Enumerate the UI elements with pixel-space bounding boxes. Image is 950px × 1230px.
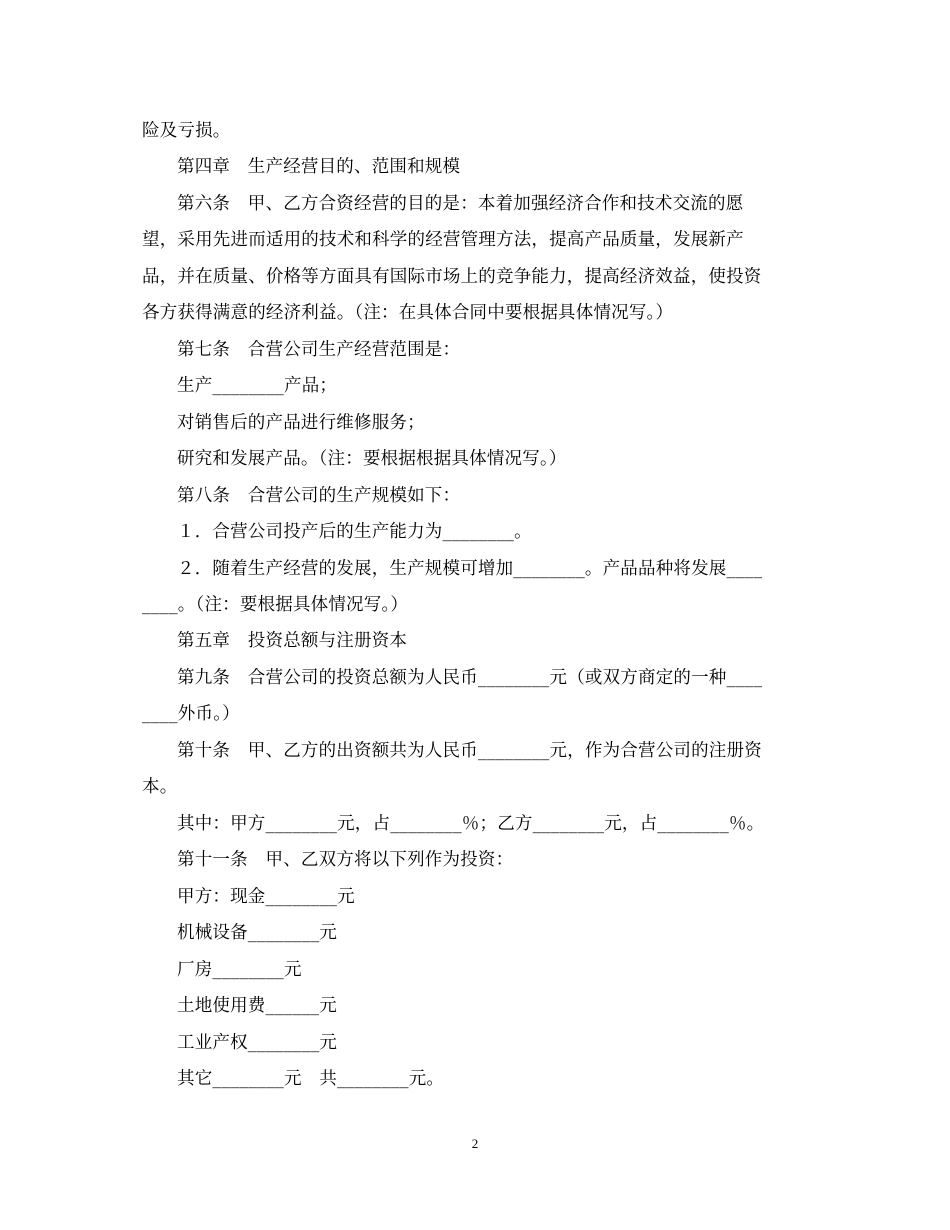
- list-item: １．合营公司投产后的生产能力为________。: [177, 522, 532, 542]
- article-line: 第十条 甲、乙方的出资额共为人民币________元，作为合营公司的注册资: [177, 741, 762, 761]
- paragraph-line: ____。（注：要根据具体情况写。）: [142, 595, 409, 615]
- list-item: 工业产权________元: [177, 1033, 338, 1053]
- page-number: 2: [471, 1136, 479, 1151]
- article-line: 第七条 合营公司生产经营范围是：: [177, 340, 461, 360]
- paragraph-line: 对销售后的产品进行维修服务；: [177, 413, 425, 433]
- paragraph-line: 各方获得满意的经济利益。（注：在具体合同中要根据具体情况写。）: [142, 303, 674, 323]
- paragraph-line: 险及亏损。: [142, 121, 231, 141]
- list-item: 土地使用费______元: [177, 996, 337, 1016]
- paragraph-line: ____外币。）: [142, 704, 240, 724]
- list-item: 其它________元 共________元。: [177, 1069, 445, 1089]
- paragraph-line: 品，并在质量、价格等方面具有国际市场上的竞争能力，提高经济效益，使投资: [142, 267, 762, 287]
- paragraph-line: 其中：甲方________元，占________％；乙方________元，占________％。: [177, 814, 765, 834]
- list-item: 机械设备________元: [177, 923, 338, 943]
- chapter-heading: 第五章 投资总额与注册资本: [177, 631, 408, 651]
- article-line: 第九条 合营公司的投资总额为人民币________元（或双方商定的一种____: [177, 668, 763, 688]
- paragraph-line: 研究和发展产品。（注：要根据根据具体情况写。）: [177, 449, 567, 469]
- list-item: 甲方：现金________元: [177, 887, 355, 907]
- article-line: 第八条 合营公司的生产规模如下：: [177, 486, 461, 506]
- list-item: 厂房________元: [177, 960, 302, 980]
- chapter-heading: 第四章 生产经营目的、范围和规模: [177, 157, 461, 177]
- paragraph-line: 生产________产品；: [177, 376, 338, 396]
- article-line: 第六条 甲、乙方合资经营的目的是：本着加强经济合作和技术交流的愿: [177, 194, 744, 214]
- paragraph-line: 本。: [142, 777, 178, 797]
- article-line: 第十一条 甲、乙双方将以下列作为投资：: [177, 850, 514, 870]
- list-item: ２．随着生产经营的发展，生产规模可增加________。产品品种将发展____: [177, 559, 763, 579]
- paragraph-line: 望，采用先进而适用的技术和科学的经营管理方法，提高产品质量，发展新产: [142, 230, 744, 250]
